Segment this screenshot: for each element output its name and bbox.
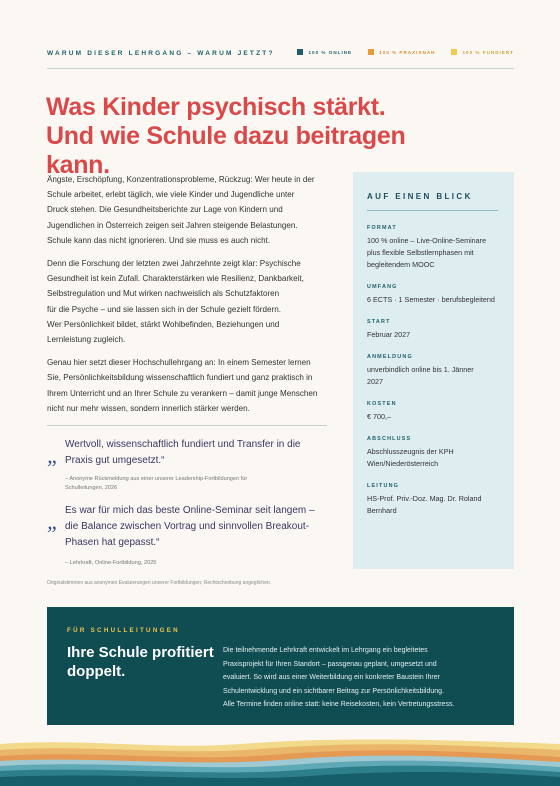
title-line: Ihre Schule profitiert [67,644,214,661]
legend-swatch [368,49,374,55]
value-line: 2027 [367,377,383,386]
text-line: Schule arbeitet, erlebt täglich, wie viele Kinder und Jugendliche unter [47,190,295,200]
value-line: € 700,– [367,412,391,421]
text-line: Jugendlichen in Österreich zeigen seit Jahren steigende Belastungen. [47,220,298,230]
legend-item-fundiert [451,49,514,55]
legend-label: 100 % PRAXISNAH [379,49,436,55]
legend-item-praxisnah [368,49,435,55]
intro-text [47,172,332,424]
title-line-1: Was Kinder psychisch stärkt. [46,93,386,121]
text-line: Selbstregulation und Mut wirken nachweislich als Schutzfaktoren [47,289,280,299]
text-line: Ängste, Erschöpfung, Konzentrationsprobleme, Rückzug: Wer heute in der [47,175,315,184]
legend-item-online [297,49,352,55]
fact-leitung [367,483,500,517]
fact-label: LEITUNG [367,483,400,489]
paragraph-3 [47,355,332,416]
quote-source [65,559,156,568]
text-line: Sie, Persönlichkeitsbildung wissenschaftlich fundiert und ganz praktisch in [47,373,313,383]
text-line: Die teilnehmende Lehrkraft entwickelt im Lehrgang ein begleitetes [223,647,428,654]
value-line: Februar 2027 [367,330,411,339]
text-line: Wer Persönlichkeit bildet, stärkt Wohlbefinden, Beziehungen und [47,319,280,329]
fact-value [367,329,500,341]
divider [367,210,498,211]
value-line: begleitendem MOOC [367,260,435,269]
footnote: Originalstimmen aus anonymen Evaluierungen unserer Fortbildungen; Rechtschreibung angeglichen. [47,580,272,586]
fact-label: ABSCHLUSS [367,436,412,442]
divider [47,68,514,69]
quote-text [65,437,330,469]
source-line: – Anonyme Rückmeldung aus einer unserer Leadership-Fortbildungen für [65,476,248,482]
panel-kicker: FÜR SCHULLEITUNGEN [67,627,180,634]
value-line: 6 ECTS · 1 Semester · berufsbegleitend [367,295,495,304]
quote-line: Wertvoll, wissenschaftlich fundiert und Transfer in die [65,439,301,450]
panel-title [67,643,214,681]
quote-line: Es war für mich das beste Online-Seminar seit langem – [65,505,315,516]
quote-mark-icon: „ [47,443,60,468]
fact-abschluss [367,436,500,470]
fact-kosten [367,401,500,423]
section-kicker: WARUM DIESER LEHRGANG – WARUM JETZT? [47,50,275,57]
fact-format [367,225,500,271]
page-title [46,93,466,180]
text-line: für die Psyche – und sie lassen sich in der Schule gezielt fördern. [47,304,281,314]
quote-text [65,503,330,551]
text-line: Lernleistung zugleich. [47,335,126,345]
top-bar [47,49,514,63]
fact-label: KOSTEN [367,401,397,407]
fact-anmeldung [367,354,500,388]
paragraph-1 [47,172,332,248]
value-line: plus flexible Selbstlernphasen mit [367,248,474,257]
title-line-2: Und wie Schule dazu beitragen kann. [46,122,406,179]
source-line: Schulleitungen, 2026 [65,485,118,491]
quote-source [65,475,247,493]
panel-text [223,644,498,712]
source-line: – Lehrkraft, Online-Fortbildung, 2025 [65,560,157,566]
fact-label: ANMELDUNG [367,354,413,360]
fact-label: FORMAT [367,225,397,231]
at-a-glance-box [353,172,514,569]
legend-label: 100 % FUNDIERT [462,49,514,55]
fact-label: START [367,319,391,325]
legend [297,49,514,55]
quote-line: Praxis gut umgesetzt.“ [65,455,165,466]
fact-value [367,446,500,470]
quote-line: die Balance zwischen Vortrag und sinnvollen Breakout- [65,521,310,532]
school-leaders-panel [47,607,514,725]
value-line: unverbindlich online bis 1. Jänner [367,365,474,374]
fact-value [367,294,500,306]
text-line: Denn die Forschung der letzten zwei Jahrzehnte zeigt klar: Psychische [47,259,301,269]
fact-value [367,235,500,271]
text-line: nicht nur mehr wissen, sondern innerlich stärker werden. [47,403,250,413]
text-line: Alle Termine finden online statt: keine Reisekosten, kein Vertretungsstress. [223,701,455,709]
text-line: Praxisprojekt für Ihren Standort – passgenau geplant, umgesetzt und [223,660,437,668]
title-line: doppelt. [67,663,126,680]
paragraph-2 [47,256,332,347]
legend-swatch [451,49,457,55]
text-line: Gesundheit ist kein Zufall. Charakterstärken wie Resilienz, Dankbarkeit, [47,274,304,284]
fact-value [367,411,500,423]
decorative-waves [0,738,560,786]
text-line: Ihrem Unterricht und an Ihrer Schule zu verankern – damit junge Menschen [47,388,318,398]
text-line: Schulentwicklung und ein sichtbarer Beitrag zur Persönlichkeitsbildung. [223,687,445,695]
fact-umfang [367,284,500,306]
legend-swatch [297,49,303,55]
divider [47,425,327,426]
value-line: Wien/Niederösterreich [367,459,439,468]
value-line: Abschlusszeugnis der KPH [367,447,454,456]
text-line: evaluiert. So wird aus einer Weiterbildung ein konkreter Baustein Ihrer [223,674,440,682]
text-line: Genau hier setzt dieser Hochschullehrgang an: In einem Semester lernen [47,358,311,368]
quote-line: Phasen hat gepasst.“ [65,537,160,548]
fact-label: UMFANG [367,284,398,290]
fact-value [367,364,500,388]
value-line: 100 % online – Live-Online-Seminare [367,236,487,245]
fact-start [367,319,500,341]
glance-title: AUF EINEN BLICK [367,192,473,201]
legend-label: 100 % ONLINE [308,49,353,55]
quote-mark-icon: „ [47,509,60,534]
text-line: Druck stehen. Die Gesundheitsberichte zur Lage von Kindern und [47,205,283,215]
text-line: Schule kann das nicht ignorieren. Und sie muss es auch nicht. [47,235,271,245]
fact-value [367,493,500,517]
value-line: Bernhard [367,506,397,515]
value-line: HS-Prof. Priv.-Doz. Mag. Dr. Roland [367,494,482,503]
